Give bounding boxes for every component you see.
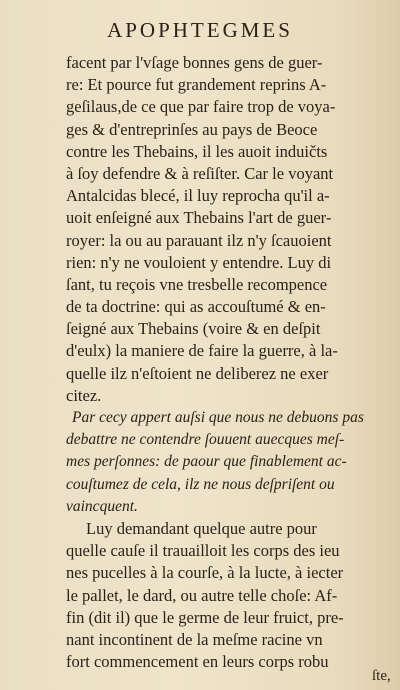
running-head: APOPHTEGMES	[107, 18, 293, 42]
text-line: uoit enſeigné aux Thebains l'art de guer-	[66, 208, 332, 228]
text-line: à ſoy defendre & à reſiſter. Car le voyant	[66, 163, 334, 183]
text-line: facent par l'vſage bonnes gens de guer-	[66, 53, 323, 72]
text-line: quelle ilz n'eſtoient ne deliberez ne exer	[66, 363, 329, 383]
text-line: nant incontinent de la meſme racine vn	[66, 629, 323, 649]
text-line: geſilaus,de ce que par faire trop de voya-	[66, 97, 336, 117]
italic-line: debattre ne contendre ſouuent auecques meſ-	[66, 431, 345, 449]
text-line: ſant, tu reçois vne tresbelle recompence	[66, 274, 328, 294]
text-line: ſeigné aux Thebains (voire & en deſpit	[66, 319, 321, 339]
text-line: re: Et pource fut grandement reprins A-	[66, 75, 327, 95]
text-line: contre les Thebains, il les auoit induičts	[66, 141, 328, 161]
text-line: citez.	[66, 385, 102, 405]
italic-line: Par cecy appert auſsi que nous ne debuons pas	[72, 409, 364, 426]
italic-line: vaincquent.	[66, 497, 138, 515]
text-line: quelle cauſe il trauailloit les corps des ieu	[66, 541, 340, 561]
body-text	[66, 52, 396, 673]
text-line: rien: n'y ne vouloient y entendre. Luy di	[66, 252, 332, 272]
italic-line: couſtumez de cela, ilz ne nous deſpriſent ou	[66, 475, 335, 493]
text-line: d'eulx) la maniere de faire la guerre, à la-	[66, 341, 338, 361]
text-line: de ta doctrine: qui as accouſtumé & en-	[66, 297, 326, 317]
text-line: Luy demandant quelque autre pour	[86, 518, 317, 538]
italic-line: mes perſonnes: de paour que finablement ac-	[66, 453, 347, 471]
text-line: fin (dit il) que le germe de leur fruict, pre-	[66, 607, 344, 627]
text-line: royer: la ou au parauant ilz n'y ſcauoient	[66, 230, 332, 250]
catchword: ſte,	[372, 668, 391, 684]
text-line: nes pucelles à la courſe, à la lucte, à iecter	[66, 563, 344, 583]
text-line: fort commencement en leurs corps robu	[66, 652, 329, 672]
text-line: le pallet, le dard, ou autre telle choſe: Af-	[66, 585, 338, 605]
text-line: ges & d'entreprinſes au pays de Beoce	[66, 119, 318, 139]
text-line: Antalcidas blecé, il luy reprocha qu'il a-	[66, 186, 330, 206]
